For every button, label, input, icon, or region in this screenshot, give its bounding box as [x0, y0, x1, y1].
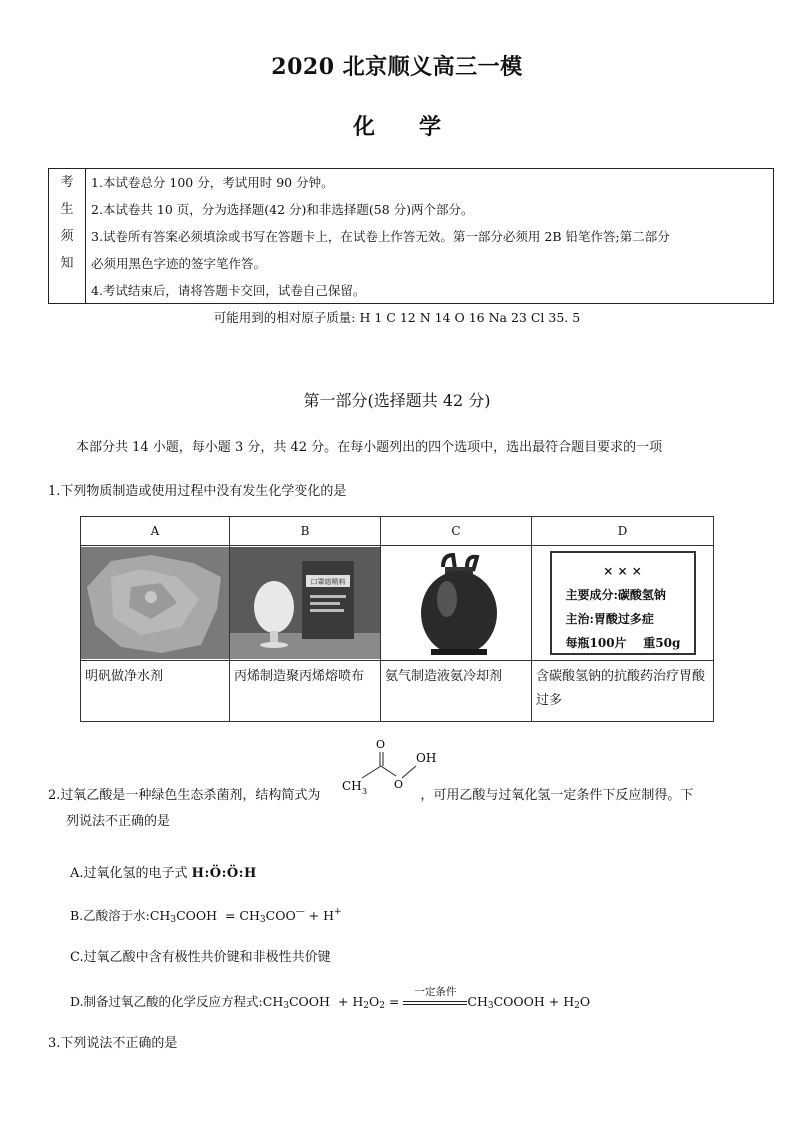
q2d-sub: 3 [487, 1001, 494, 1011]
struct-ch3: CH [342, 779, 362, 793]
label-line-3: 主治:胃酸过多症 [565, 612, 654, 626]
reaction-condition: 一定条件 [414, 985, 457, 998]
q2b-part: + H [304, 908, 335, 923]
alum-rock-photo [81, 546, 229, 660]
q2d-part: COOH + H [288, 994, 364, 1009]
q2-option-b [70, 906, 342, 925]
question-2-stem-line2: 列说法不正确的是 [66, 814, 171, 829]
notice-side-char: 生 [60, 202, 74, 217]
q2d-part: O [579, 994, 591, 1009]
notice-item: 必须用黑色字迹的签字笔作答。 [91, 256, 267, 271]
notice-side-char: 知 [60, 256, 74, 271]
q2b-part: COOH = CH [176, 908, 260, 923]
subject-char-2: 学 [419, 114, 442, 140]
q2b-sup: — [295, 907, 305, 917]
q2-stem-post: ，可用乙酸与过氧化氢一定条件下反应制得。下 [420, 788, 694, 803]
photo-b-tag: 口罩熔喷料 [310, 578, 346, 586]
q2-stem-pre: 2.过氧乙酸是一种绿色生态杀菌剂，结构简式为 [48, 788, 321, 803]
notice-item: 4.考试结束后，请将答题卡交回，试卷自己保留。 [91, 283, 366, 298]
q2b-sub: 3 [170, 915, 177, 925]
peracetic-acid-structure [340, 736, 450, 796]
subject-title [0, 110, 794, 141]
option-c-header: C [381, 517, 532, 546]
label-line-2: 主要成分:碳酸氢钠 [565, 588, 666, 602]
struct-ch3-sub: 3 [362, 787, 368, 796]
option-d-header: D [532, 517, 714, 546]
struct-o-mid: O [394, 778, 404, 791]
q2d-sub: 2 [363, 1001, 369, 1011]
part-one-intro: 本部分共 14 小题，每小题 3 分，共 42 分。在每小题列出的四个选项中，选出最符合题目要求的一项 [76, 440, 663, 455]
q2d-part: O [368, 994, 380, 1009]
notice-item: 1.本试卷总分 100 分，考试用时 90 分钟。 [91, 175, 334, 190]
subject-char-1: 化 [352, 114, 375, 140]
exam-notice-box [48, 168, 774, 304]
q2-option-a-text: A.过氧化氢的电子式 [70, 866, 188, 881]
question-1-options-table [80, 516, 714, 722]
q2d-sub: 2 [379, 1001, 385, 1011]
atomic-masses: 可能用到的相对原子质量: H 1 C 12 N 14 O 16 Na 23 Cl 35. 5 [213, 310, 581, 325]
label-line-4: 每瓶100片 重50g [565, 636, 681, 650]
q2b-part: COO [265, 908, 296, 923]
q2b-sup: + [334, 907, 342, 917]
notice-items [91, 169, 767, 304]
page-title: 2020 北京顺义高三一模 [271, 54, 523, 80]
notice-side-char: 须 [60, 229, 74, 244]
option-a-header: A [81, 517, 230, 546]
refrigerant-tank-photo [381, 546, 531, 660]
q2-option-d: D.制备过氧乙酸的化学反应方程式$:CH_3COOH + H_2O_2$ = 一定条件 $CH_3COOOH + H_2O$ [70, 985, 591, 1011]
medicine-label [532, 546, 713, 660]
polypropylene-sample-photo [230, 546, 380, 660]
h2o2-electron-formula: H:Ö:Ö:H [191, 866, 257, 881]
option-d-caption: 含碳酸氢钠的抗酸药治疗胃酸过多 [532, 661, 714, 722]
option-a-caption: 明矾做净水剂 [81, 661, 230, 722]
question-3-stem: 3.下列说法不正确的是 [48, 1036, 178, 1051]
option-b-header: B [230, 517, 381, 546]
notice-side-label [49, 169, 86, 303]
q2-option-c: C.过氧乙酸中含有极性共价键和非极性共价键 [70, 950, 331, 965]
question-1-stem: 1.下列物质制造或使用过程中没有发生化学变化的是 [48, 484, 347, 499]
part-one-title: 第一部分(选择题共 42 分) [303, 391, 491, 410]
q2d-part: COOOH + H [493, 994, 575, 1009]
struct-o-top: O [376, 738, 386, 751]
q2-option-a [70, 862, 257, 881]
q2d-sub: 2 [574, 1001, 580, 1011]
notice-side-char: 考 [60, 175, 74, 190]
reaction-arrow [403, 985, 467, 1010]
struct-oh: OH [416, 751, 437, 765]
q2d-part: CH [467, 994, 488, 1009]
label-line-1: × × × [603, 564, 642, 578]
q2d-part: D.制备过氧乙酸的化学反应方程式:CH [70, 994, 284, 1009]
option-b-caption: 丙烯制造聚丙烯熔喷布 [230, 661, 381, 722]
q2b-sub: 3 [259, 915, 266, 925]
q2d-sub: 3 [283, 1001, 289, 1011]
option-c-caption: 氨气制造液氨冷却剂 [381, 661, 532, 722]
notice-item: 3.试卷所有答案必须填涂或书写在答题卡上，在试卷上作答无效。第一部分必须用 2B 铅笔作答;第二部分 [91, 229, 670, 244]
q2b-part: B.乙酸溶于水:CH [70, 908, 171, 923]
notice-item: 2.本试卷共 10 页，分为选择题(42 分)和非选择题(58 分)两个部分。 [91, 202, 474, 217]
